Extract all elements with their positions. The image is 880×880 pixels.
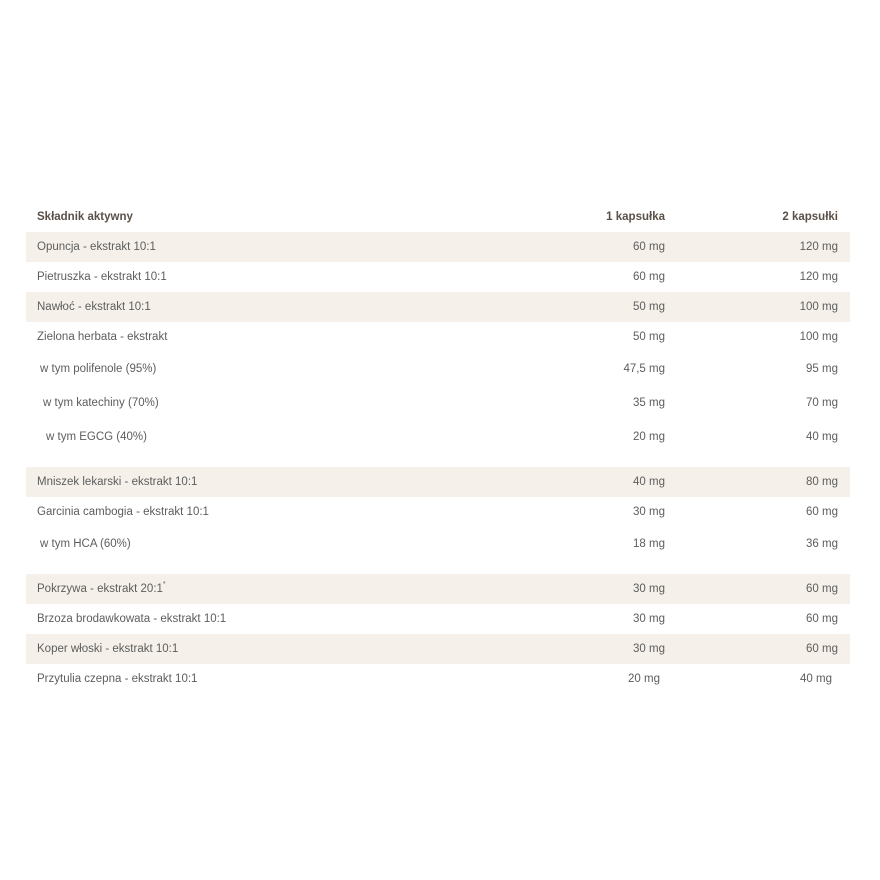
row-spacer: [26, 454, 850, 467]
dose-one-capsule: 30 mg: [633, 613, 665, 625]
ingredients-table: [26, 202, 850, 694]
dose-one-capsule: 18 mg: [633, 538, 665, 550]
row-spacer: [26, 561, 850, 574]
ingredient-name: Opuncja - ekstrakt 10:1: [37, 241, 156, 253]
ingredient-name: Brzoza brodawkowata - ekstrakt 10:1: [37, 613, 227, 625]
dose-one-capsule: 35 mg: [633, 397, 665, 409]
dose-two-capsules: 95 mg: [806, 363, 838, 375]
dose-one-capsule: 60 mg: [633, 241, 665, 253]
table-row: [26, 574, 850, 604]
table-row: [26, 527, 850, 561]
dose-two-capsules: 60 mg: [806, 506, 838, 518]
ingredient-name: w tym katechiny (70%): [43, 397, 159, 409]
dose-one-capsule: 30 mg: [633, 583, 665, 595]
table-row: [26, 497, 850, 527]
ingredient-name: Koper włoski - ekstrakt 10:1: [37, 643, 179, 655]
dose-two-capsules: 40 mg: [806, 431, 838, 443]
dose-two-capsules: 60 mg: [806, 643, 838, 655]
ingredient-name: w tym EGCG (40%): [46, 431, 147, 443]
table-row: [26, 634, 850, 664]
ingredient-name: Przytulia czepna - ekstrakt 10:1: [37, 673, 198, 685]
dose-one-capsule: 30 mg: [633, 643, 665, 655]
table-row: [26, 262, 850, 292]
header-ingredient: Składnik aktywny: [37, 211, 133, 223]
dose-one-capsule: 60 mg: [633, 271, 665, 283]
table-row: [26, 292, 850, 322]
dose-one-capsule: 50 mg: [633, 301, 665, 313]
table-header: [26, 202, 850, 232]
table-row: [26, 420, 850, 454]
ingredient-name-text: Pokrzywa - ekstrakt 20:1: [37, 583, 163, 595]
dose-two-capsules: 120 mg: [799, 241, 838, 253]
dose-two-capsules: 80 mg: [806, 476, 838, 488]
dose-one-capsule: 40 mg: [633, 476, 665, 488]
dose-one-capsule: 20 mg: [628, 673, 660, 685]
table-row: [26, 467, 850, 497]
ingredient-name: Nawłoć - ekstrakt 10:1: [37, 301, 151, 313]
dose-two-capsules: 120 mg: [799, 271, 838, 283]
dose-one-capsule: 47,5 mg: [623, 363, 665, 375]
dose-two-capsules: 70 mg: [806, 397, 838, 409]
header-one-capsule: 1 kapsułka: [606, 211, 665, 223]
ingredient-name: Zielona herbata - ekstrakt: [37, 331, 168, 343]
dose-one-capsule: 50 mg: [633, 331, 665, 343]
dose-one-capsule: 30 mg: [633, 506, 665, 518]
dose-two-capsules: 100 mg: [799, 331, 838, 343]
table-row: [26, 232, 850, 262]
ingredient-name: Pietruszka - ekstrakt 10:1: [37, 271, 167, 283]
ingredient-name: [37, 583, 166, 595]
dose-two-capsules: 60 mg: [806, 583, 838, 595]
table-row: [26, 386, 850, 420]
header-two-capsules: 2 kapsułki: [782, 211, 838, 223]
dose-two-capsules: 60 mg: [806, 613, 838, 625]
table-row: [26, 352, 850, 386]
ingredient-name: Garcinia cambogia - ekstrakt 10:1: [37, 506, 209, 518]
table-row: [26, 322, 850, 352]
ingredient-name: w tym HCA (60%): [40, 538, 131, 550]
table-row: [26, 604, 850, 634]
dose-two-capsules: 40 mg: [800, 673, 832, 685]
table-row: [26, 664, 850, 694]
ingredient-name: w tym polifenole (95%): [40, 363, 157, 375]
ingredient-name: Mniszek lekarski - ekstrakt 10:1: [37, 476, 198, 488]
footnote-marker: *: [162, 581, 166, 588]
dose-two-capsules: 100 mg: [799, 301, 838, 313]
dose-one-capsule: 20 mg: [633, 431, 665, 443]
dose-two-capsules: 36 mg: [806, 538, 838, 550]
